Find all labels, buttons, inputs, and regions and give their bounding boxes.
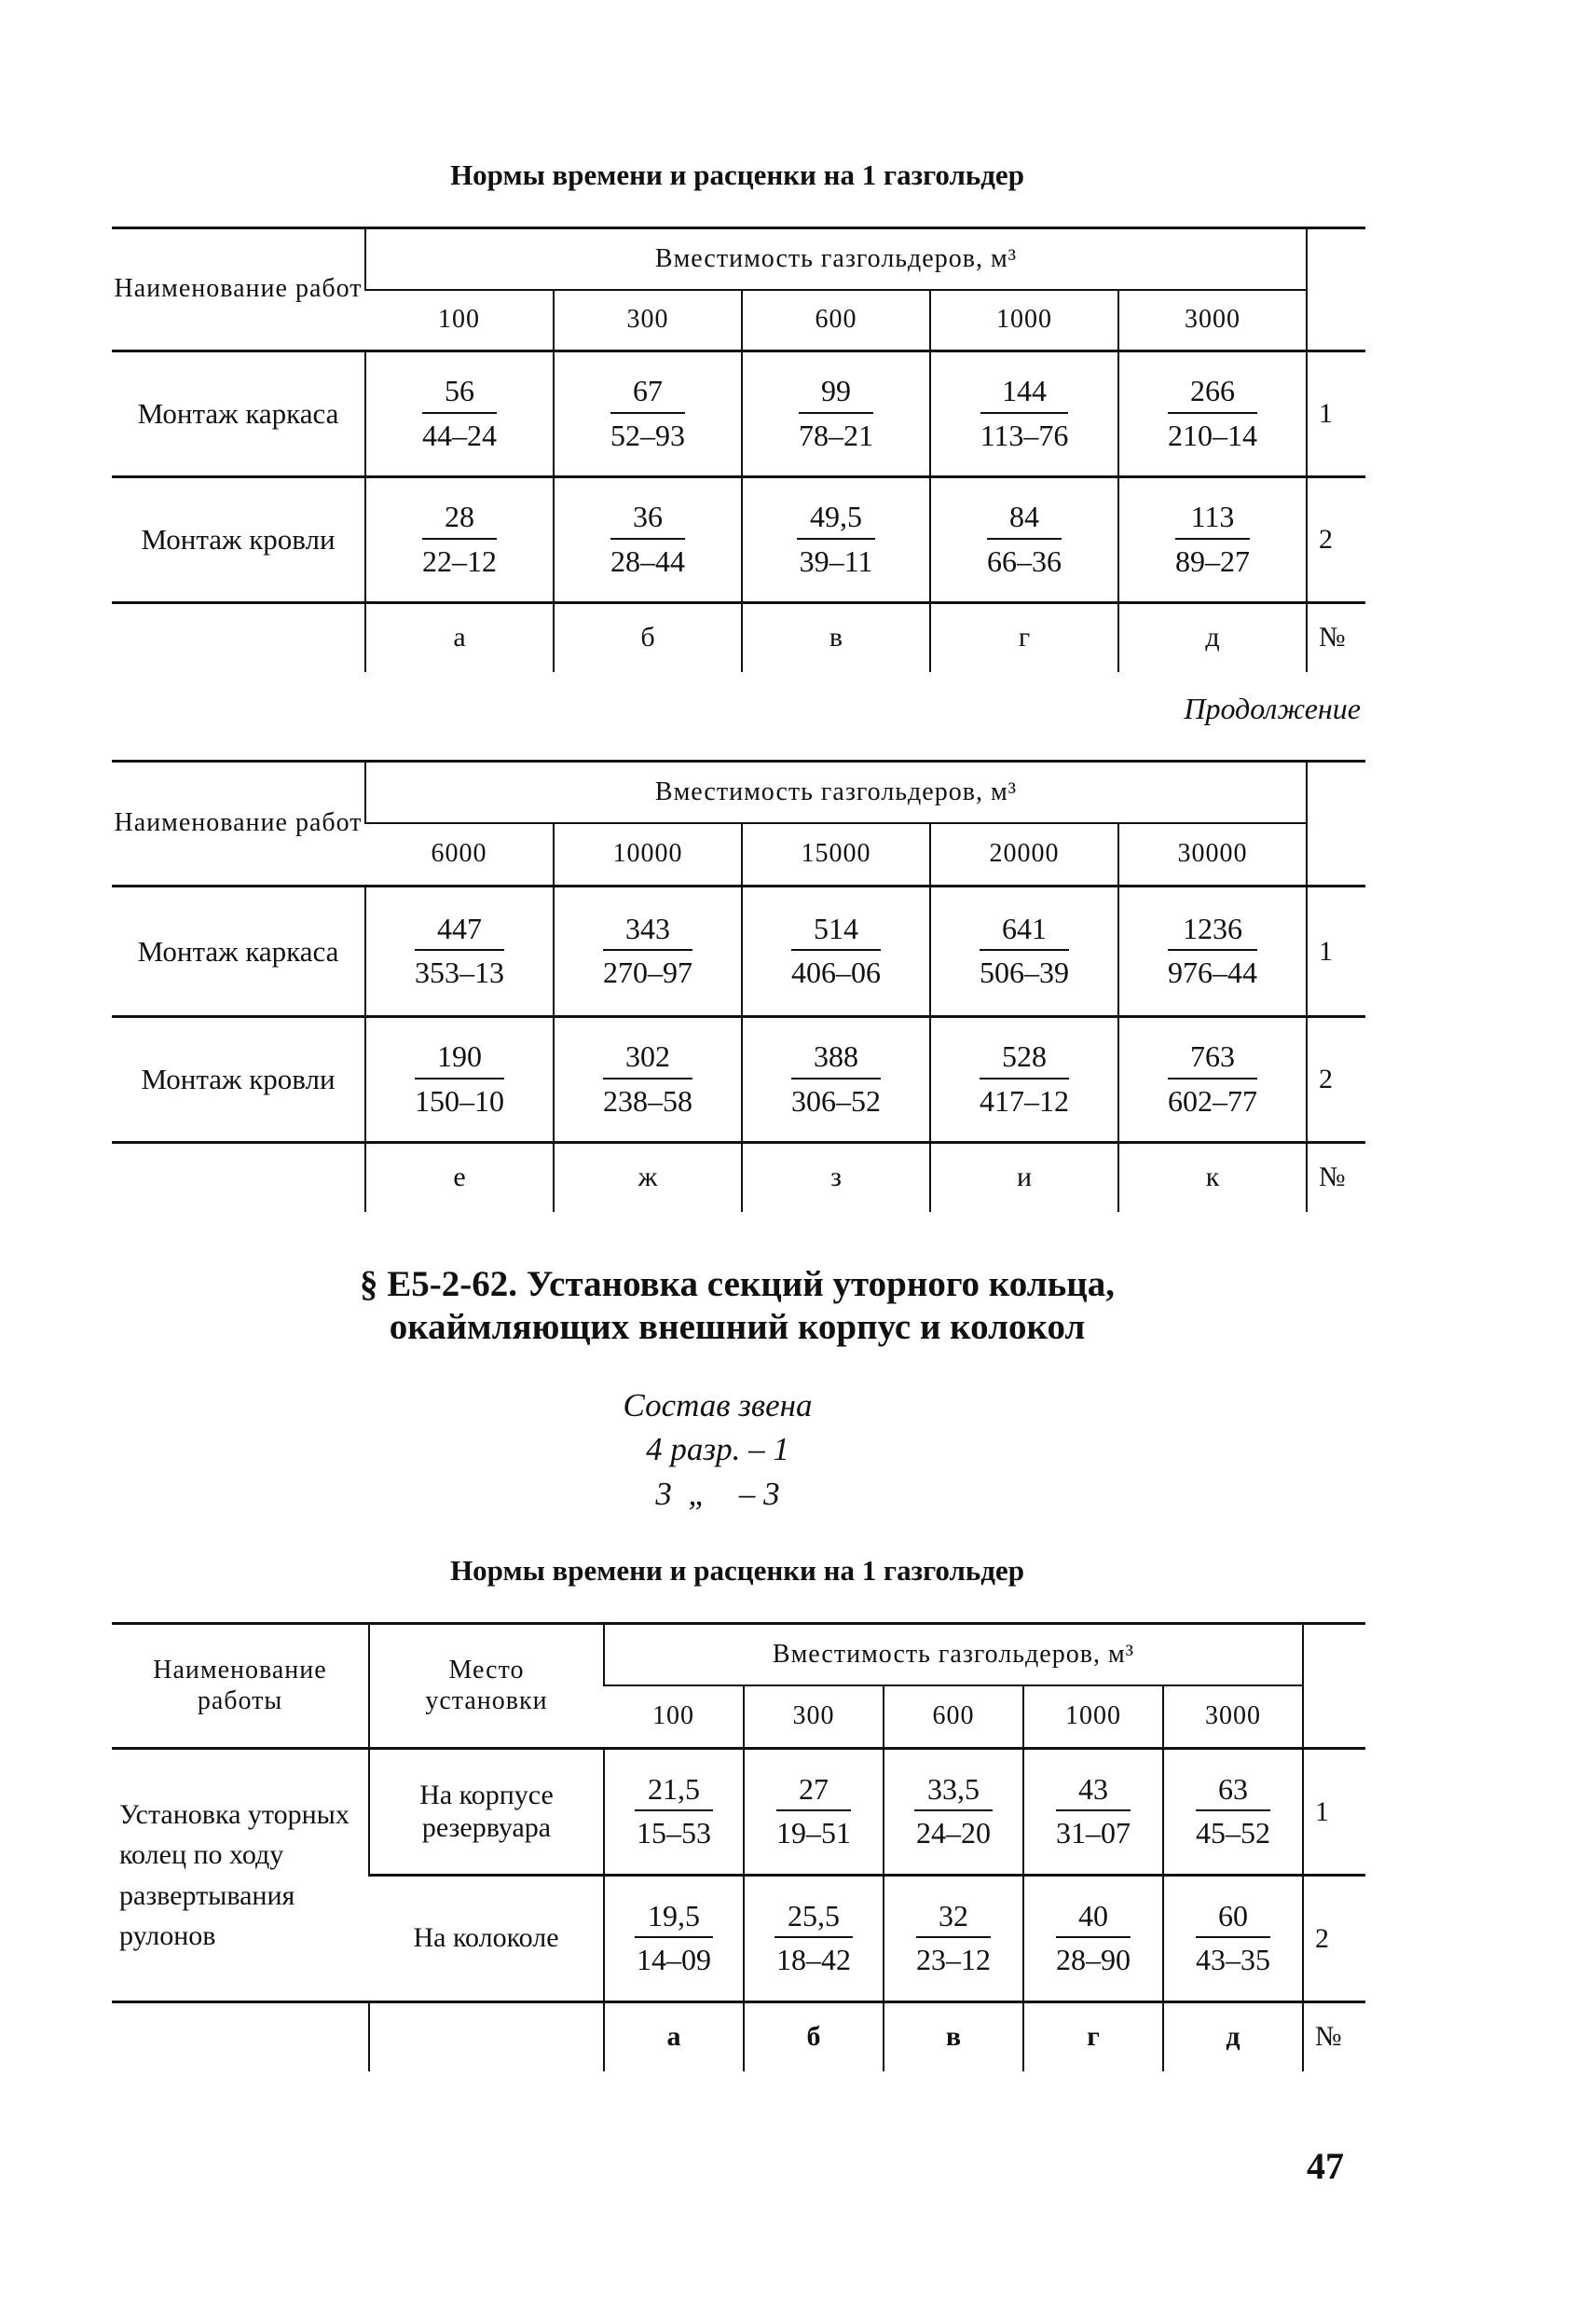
letters-row [112,603,1365,672]
norm-cell: $\frac{49,5}{39-11}$ [797,501,875,577]
norm-cell: $\frac{84}{66-36}$ [987,500,1062,578]
norm-cell: $\frac{56}{44-24}$ [422,374,497,452]
volume-header: 3000 [1118,290,1307,351]
table-row [112,351,1365,477]
work-name: Установка уторных колец по ходу развертывания рулонов [112,1749,369,2002]
table-row [112,477,1365,603]
volume-header: 100 [365,290,554,351]
norm-cell: $\frac{60}{43-35}$ [1196,1898,1270,1977]
volume-header: 6000 [365,823,554,887]
section-title: § Е5-2-62. Установка секций уторного кольца, окаймляющих внешний корпус и колокол [360,1264,1115,1348]
table1-caption: Нормы времени и расценки на 1 газгольдер [450,158,1024,191]
table-row [112,1749,1365,1876]
volume-header: 300 [554,290,742,351]
norm-cell: $\frac{25,5}{18-42}$ [776,1898,851,1977]
table3-caption: Нормы времени и расценки на 1 газгольдер [450,1554,1024,1587]
norm-cell: $\frac{32}{23-12}$ [916,1898,991,1977]
continuation-label: Продолжение [1184,692,1361,725]
norms-table-3 [112,1622,1365,2071]
number-label: № [1307,1143,1365,1212]
norm-cell: $\frac{19,5}{14-09}$ [637,1898,711,1977]
number-label: № [1307,603,1365,672]
col-header-name: Наименование работы [112,1624,369,1749]
column-letter: е [365,1143,554,1212]
norm-cell: $\frac{36}{28-44}$ [610,500,685,578]
work-name: Монтаж кровли [112,477,365,603]
brigade-composition: Состав звена 4 разр. – 1 3 „ – 3 [623,1387,813,1512]
col-header-capacity: Вместимость газгольдеров, м³ [365,762,1307,823]
row-number: 2 [1307,1017,1365,1143]
table-row [112,887,1365,1017]
number-label: № [1303,2002,1365,2071]
volume-header: 300 [744,1685,884,1749]
col-header-place: Место установки [369,1624,604,1749]
column-letter: а [365,603,554,672]
column-letter: з [742,1143,930,1212]
column-letter: б [744,2002,884,2071]
norm-cell: $\frac{343}{270-97}$ [603,911,692,990]
col-header-capacity: Вместимость газгольдеров, м³ [604,1624,1303,1685]
norm-cell: $\frac{763}{602-77}$ [1168,1039,1257,1118]
column-letter: в [742,603,930,672]
volume-header: 600 [884,1685,1023,1749]
column-letter: в [884,2002,1023,2071]
volume-header: 1000 [930,290,1118,351]
volume-header: 20000 [930,823,1118,887]
norm-cell: $\frac{447}{353-13}$ [415,911,504,990]
norms-table-1 [112,227,1365,672]
letters-row [112,2002,1365,2071]
row-number: 2 [1307,477,1365,603]
row-number: 1 [1307,351,1365,477]
work-name: Монтаж кровли [112,1017,365,1143]
work-name: Монтаж каркаса [112,887,365,1017]
norm-cell: $\frac{27}{19-51}$ [776,1771,851,1850]
column-letter: а [604,2002,744,2071]
column-letter: б [554,603,742,672]
column-letter: ж [554,1143,742,1212]
install-place: На колоколе [369,1876,604,2002]
volume-header: 1000 [1023,1685,1163,1749]
norm-cell: $\frac{641}{506-39}$ [980,911,1069,990]
volume-header: 10000 [554,823,742,887]
norm-cell: $\frac{388}{306-52}$ [791,1039,881,1118]
volume-header: 15000 [742,823,930,887]
column-letter: г [930,603,1118,672]
norm-cell: $\frac{21,5}{15-53}$ [637,1771,711,1850]
row-number: 2 [1303,1876,1365,2002]
column-letter: и [930,1143,1118,1212]
volume-header: 3000 [1163,1685,1303,1749]
norm-cell: $\frac{113}{89-27}$ [1175,500,1250,578]
letters-row [112,1143,1365,1212]
norm-cell: $\frac{302}{238-58}$ [603,1039,692,1118]
col-header-name: Наименование работ [112,228,365,351]
volume-header: 100 [604,1685,744,1749]
norms-table-2 [112,760,1365,1212]
column-letter: д [1118,603,1307,672]
install-place: На корпусе резервуара [369,1749,604,1876]
norm-cell: $\frac{528}{417-12}$ [980,1039,1069,1118]
column-letter: к [1118,1143,1307,1212]
norm-cell: $\frac{144}{113-76}$ [980,374,1069,452]
norm-cell: $\frac{514}{406-06}$ [791,911,881,990]
norm-cell: $\frac{266}{210-14}$ [1168,374,1257,452]
norm-cell: $\frac{33,5}{24-20}$ [916,1771,991,1850]
norm-cell: $\frac{40}{28-90}$ [1056,1898,1131,1977]
col-header-name: Наименование работ [112,762,365,887]
column-letter: д [1163,2002,1303,2071]
table-row [112,1017,1365,1143]
norm-cell: $\frac{67}{52-93}$ [610,374,685,452]
norm-cell: $\frac{28}{22-12}$ [422,500,497,578]
norm-cell: $\frac{1236}{976-44}$ [1168,911,1257,990]
row-number: 1 [1303,1749,1365,1876]
volume-header: 600 [742,290,930,351]
col-header-capacity: Вместимость газгольдеров, м³ [365,228,1307,290]
norm-cell: $\frac{99}{78-21}$ [799,374,873,452]
norm-cell: $\frac{190}{150-10}$ [415,1039,504,1118]
page-number: 47 [1307,2145,1344,2187]
norm-cell: $\frac{63}{45-52}$ [1196,1771,1270,1850]
norm-cell: $\frac{43}{31-07}$ [1056,1771,1131,1850]
work-name: Монтаж каркаса [112,351,365,477]
row-number: 1 [1307,887,1365,1017]
volume-header: 30000 [1118,823,1307,887]
column-letter: г [1023,2002,1163,2071]
